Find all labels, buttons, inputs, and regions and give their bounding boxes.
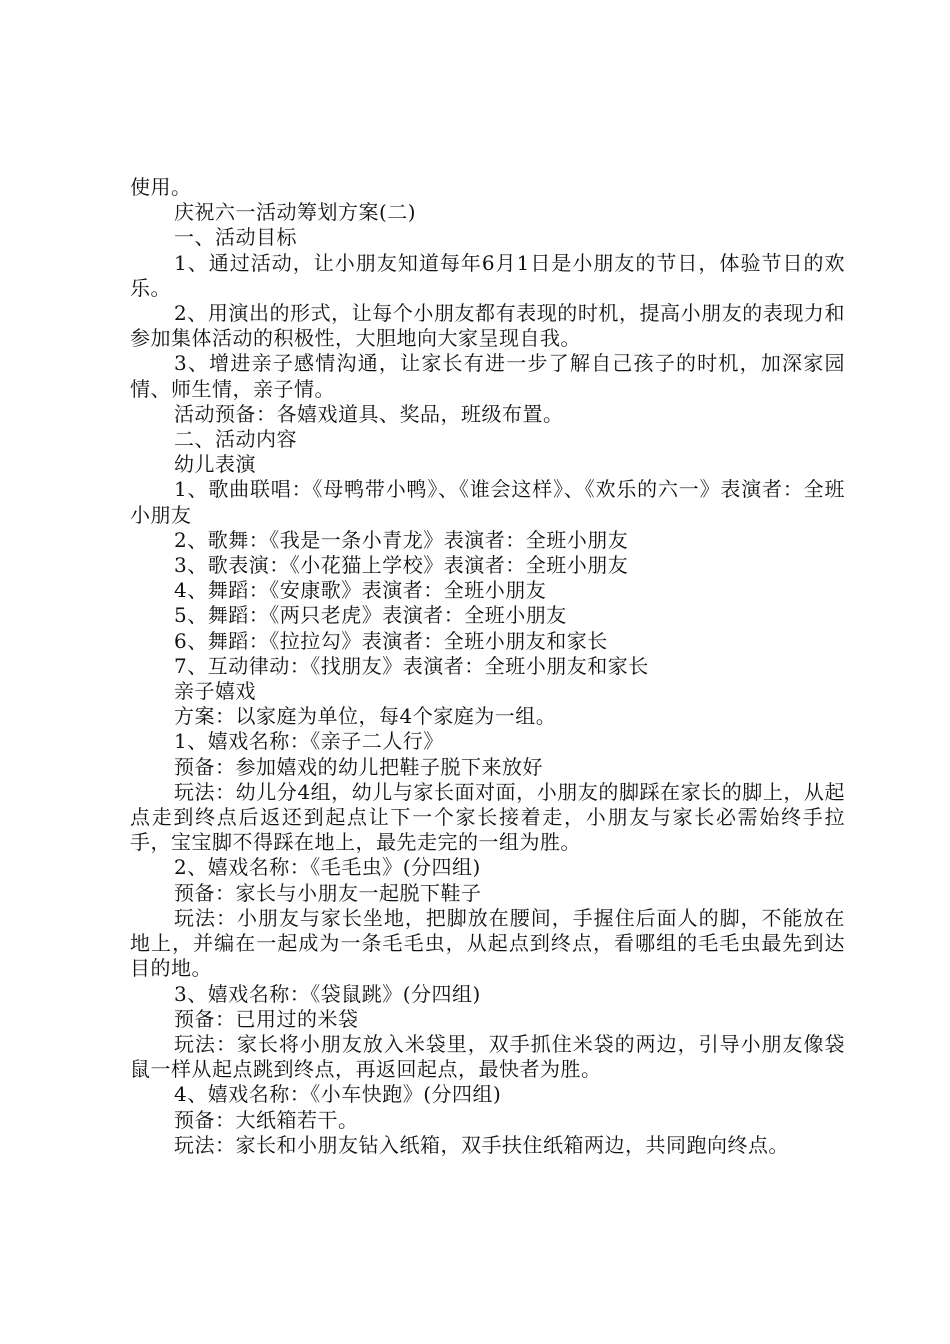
paragraph: 活动预备：各嬉戏道具、奖品，班级布置。	[174, 401, 564, 426]
paragraph: 4、舞蹈：《安康歌》表演者：全班小朋友	[174, 578, 547, 603]
paragraph: 4、嬉戏名称：《小车快跑》(分四组)	[174, 1082, 502, 1107]
paragraph: 玩法：小朋友与家长坐地，把脚放在腰间，手握住后面人的脚，不能放在地上，并编在一起成为一条毛毛虫，从起点到终点，看哪组的毛毛虫最先到达目的地。	[130, 905, 845, 981]
paragraph: 5、舞蹈：《两只老虎》表演者：全班小朋友	[174, 603, 567, 628]
paragraph: 庆祝六一活动筹划方案(二)	[174, 200, 417, 225]
paragraph: 幼儿表演	[174, 452, 256, 477]
paragraph: 预备：家长与小朋友一起脱下鞋子	[174, 880, 482, 905]
paragraph: 预备：大纸箱若干。	[174, 1107, 359, 1132]
paragraph: 玩法：家长和小朋友钻入纸箱，双手扶住纸箱两边，共同跑向终点。	[174, 1132, 789, 1157]
paragraph: 1、歌曲联唱：《母鸭带小鸭》、《谁会这样》、《欢乐的六一》表演者：全班小朋友	[130, 477, 845, 527]
paragraph: 3、嬉戏名称：《袋鼠跳》(分四组)	[174, 981, 481, 1006]
paragraph: 二、活动内容	[174, 427, 297, 452]
paragraph: 亲子嬉戏	[174, 679, 256, 704]
paragraph: 玩法：幼儿分4组，幼儿与家长面对面，小朋友的脚踩在家长的脚上，从起点走到终点后返还到起点让下一个家长接着走，小朋友与家长必需始终手拉手，宝宝脚不得踩在地上，最先走完的一组为胜。	[130, 779, 845, 855]
paragraph: 2、用演出的形式，让每个小朋友都有表现的时机，提高小朋友的表现力和参加集体活动的积极性，大胆地向大家呈现自我。	[130, 301, 845, 351]
paragraph: 预备：参加嬉戏的幼儿把鞋子脱下来放好	[174, 754, 543, 779]
paragraph: 使用。	[130, 175, 192, 199]
paragraph: 1、通过活动，让小朋友知道每年6月1日是小朋友的节日，体验节日的欢乐。	[130, 250, 845, 300]
document-body	[130, 175, 845, 1158]
paragraph: 一、活动目标	[174, 225, 297, 250]
paragraph: 2、嬉戏名称：《毛毛虫》(分四组)	[174, 855, 481, 880]
paragraph: 1、嬉戏名称：《亲子二人行》	[174, 729, 444, 754]
paragraph: 7、互动律动：《找朋友》表演者：全班小朋友和家长	[174, 653, 649, 678]
paragraph: 玩法：家长将小朋友放入米袋里，双手抓住米袋的两边，引导小朋友像袋鼠一样从起点跳到终点，再返回起点，最快者为胜。	[130, 1031, 845, 1082]
paragraph: 方案：以家庭为单位，每4个家庭为一组。	[174, 704, 557, 729]
paragraph: 预备：已用过的米袋	[174, 1006, 359, 1031]
paragraph: 2、歌舞：《我是一条小青龙》表演者：全班小朋友	[174, 527, 629, 552]
paragraph: 6、舞蹈：《拉拉勾》表演者：全班小朋友和家长	[174, 628, 608, 653]
paragraph: 3、歌表演：《小花猫上学校》表演者：全班小朋友	[174, 553, 629, 578]
paragraph: 3、增进亲子感情沟通，让家长有进一步了解自己孩子的时机，加深家园情、师生情，亲子情。	[130, 351, 845, 401]
